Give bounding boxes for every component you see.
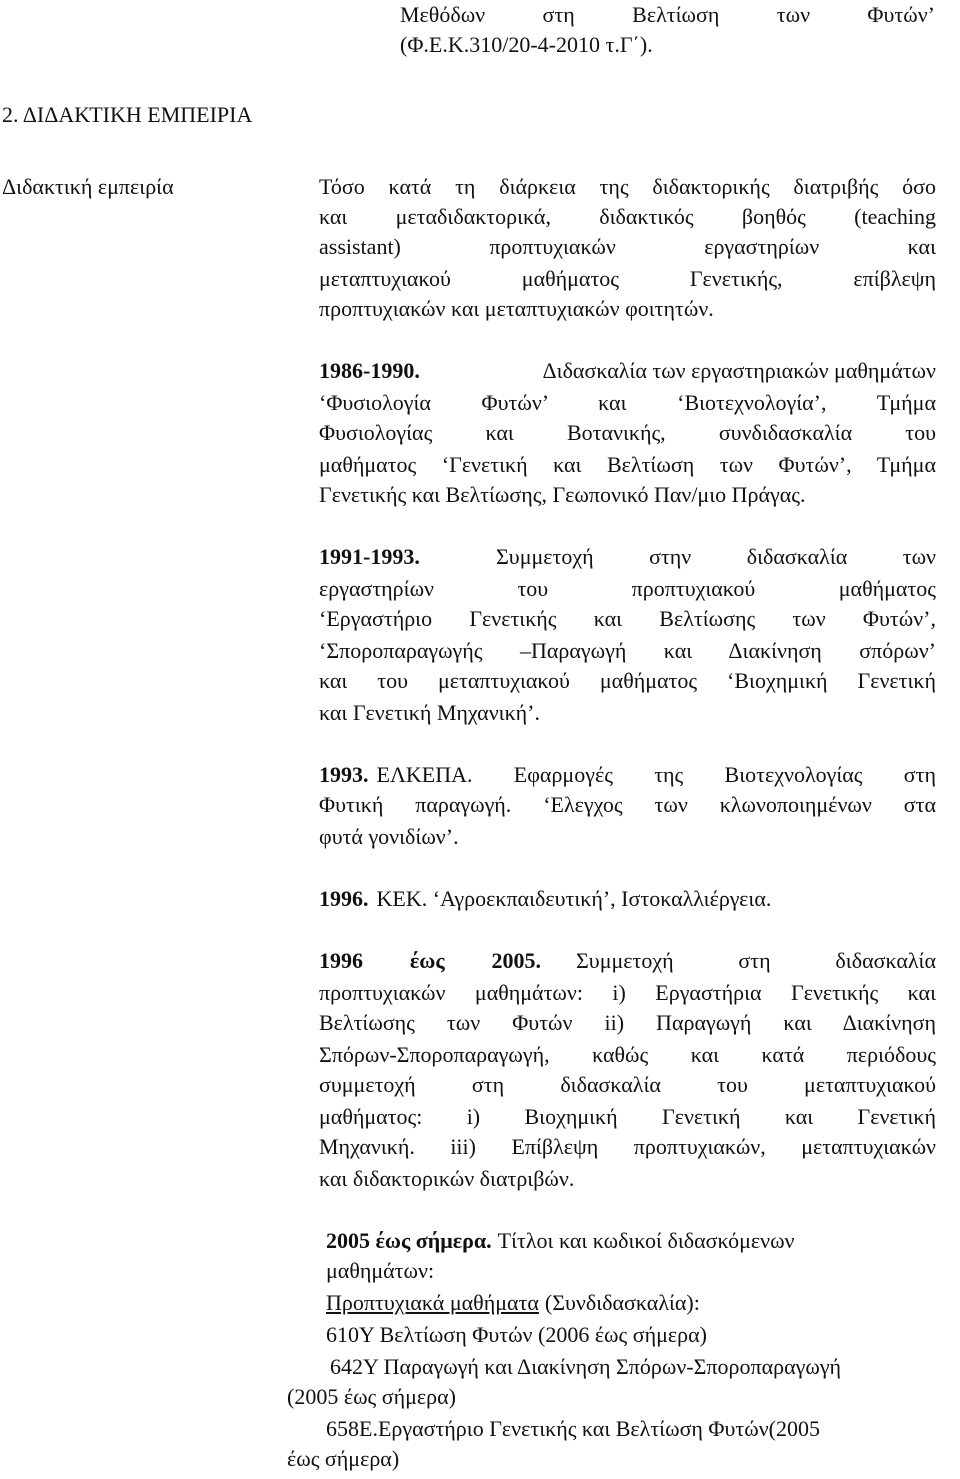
intro-line: μεταπτυχιακού μαθήματος Γενετικής, επίβλεψη [319, 266, 936, 291]
current-first-line [326, 1228, 795, 1254]
entry-text: Διδασκαλία των εργαστηριακών μαθημάτων [542, 358, 936, 383]
entry-line: Σπόρων-Σποροπαραγωγή, καθώς και κατά περιόδους [319, 1042, 936, 1067]
side-label: Διδακτική εμπειρία [2, 174, 174, 199]
course-item-continuation: έως σήμερα) [287, 1446, 400, 1471]
entry-line: Μηχανική. iii) Επίβλεψη προπτυχιακών, μεταπτυχιακών [319, 1134, 936, 1159]
entry-line: και Γενετική Μηχανική’. [319, 700, 540, 725]
entry-line: ‘Εργαστήριο Γενετικής και Βελτίωσης των Φυτών’, [319, 606, 936, 631]
entry-text: ΚΕΚ. ‘Αγροεκπαιδευτική’, Ιστοκαλλιέργεια. [376, 886, 772, 911]
entry-line: ‘Σποροπαραγωγής –Παραγωγή και Διακίνηση σπόρων’ [319, 638, 936, 663]
entry-line: μαθήματος ‘Γενετική και Βελτίωση των Φυτών’, Τμήμα [319, 452, 936, 477]
intro-line: Τόσο κατά τη διάρκεια της διδακτορικής διατριβής όσο [319, 174, 936, 199]
section-heading: 2. ΔΙΔΑΚΤΙΚΗ ΕΜΠΕΙΡΙΑ [2, 102, 253, 127]
entry-period: 1996. [319, 886, 369, 911]
entry-line: μαθήματος: i) Βιοχημική Γενετική και Γενετική [319, 1104, 936, 1129]
entry-line: και διδακτορικών διατριβών. [319, 1166, 575, 1191]
intro-line: προπτυχιακών και μεταπτυχιακών φοιτητών. [319, 296, 714, 321]
entry-line: προπτυχιακών μαθημάτων: i) Εργαστήρια Γενετικής και [319, 980, 936, 1005]
subheading-note: (Συνδιδασκαλία): [544, 1290, 700, 1315]
entry-line: εργαστηρίων του προπτυχιακού μαθήματος [319, 576, 936, 601]
course-item: 658Ε.Εργαστήριο Γενετικής και Βελτίωση Φυτών(2005 [326, 1416, 821, 1441]
entry-line: Φυσιολογίας και Βοτανικής, συνδιδασκαλία του [319, 420, 936, 445]
entry-line: Γενετικής και Βελτίωσης, Γεωπονικό Παν/μιο Πράγας. [319, 482, 806, 507]
current-subheading-line [326, 1290, 700, 1316]
entry-line: συμμετοχή στη διδασκαλία του μεταπτυχιακού [319, 1072, 936, 1097]
course-item: 610Υ Βελτίωση Φυτών (2006 έως σήμερα) [326, 1322, 707, 1347]
entry-1991-first-line [319, 544, 936, 570]
intro-line: assistant) προπτυχιακών εργαστηρίων και [319, 234, 936, 259]
entry-line: φυτά γονιδίων’. [319, 824, 459, 849]
entry-text: Συμμετοχή στη διδασκαλία [576, 948, 936, 973]
course-item-continuation: (2005 έως σήμερα) [287, 1384, 456, 1409]
course-item: 642Υ Παραγωγή και Διακίνηση Σπόρων-Σποροπαραγωγή [330, 1354, 842, 1379]
entry-period: 1996 έως 2005. [319, 948, 541, 973]
entry-1993-first-line [319, 762, 936, 788]
entry-line: Βελτίωσης των Φυτών ii) Παραγωγή και Διακίνηση [319, 1010, 936, 1035]
continuation-line-1: Μεθόδων στη Βελτίωση των Φυτών’ [400, 2, 935, 27]
entry-1996-2005-first-line [319, 948, 936, 974]
current-period: 2005 έως σήμερα. [326, 1228, 492, 1253]
continuation-line-2: (Φ.Ε.Κ.310/20-4-2010 τ.Γ΄). [400, 32, 653, 57]
entry-text: ΕΛΚΕΠΑ. Εφαρμογές της Βιοτεχνολογίας στη [376, 762, 936, 787]
current-text: Τίτλοι και κωδικοί διδασκόμενων [497, 1228, 795, 1253]
entry-1986-first-line [319, 358, 936, 384]
entry-period: 1993. [319, 762, 369, 787]
entry-line: και του μεταπτυχιακού μαθήματος ‘Βιοχημική Γενετική [319, 668, 936, 693]
current-line-2: μαθημάτων: [326, 1258, 435, 1283]
entry-text: Συμμετοχή στην διδασκαλία των [496, 544, 936, 569]
intro-line: και μεταδιδακτορικά, διδακτικός βοηθός (teaching [319, 204, 936, 229]
entry-period: 1986-1990. [319, 358, 420, 383]
undergraduate-courses-heading: Προπτυχιακά μαθήματα [326, 1290, 539, 1315]
entry-period: 1991-1993. [319, 544, 420, 569]
entry-line: ‘Φυσιολογία Φυτών’ και ‘Βιοτεχνολογία’, Τμήμα [319, 390, 936, 415]
entry-line: Φυτική παραγωγή. ‘Ελεγχος των κλωνοποιημένων στα [319, 792, 936, 817]
entry-1996-line [319, 886, 771, 912]
